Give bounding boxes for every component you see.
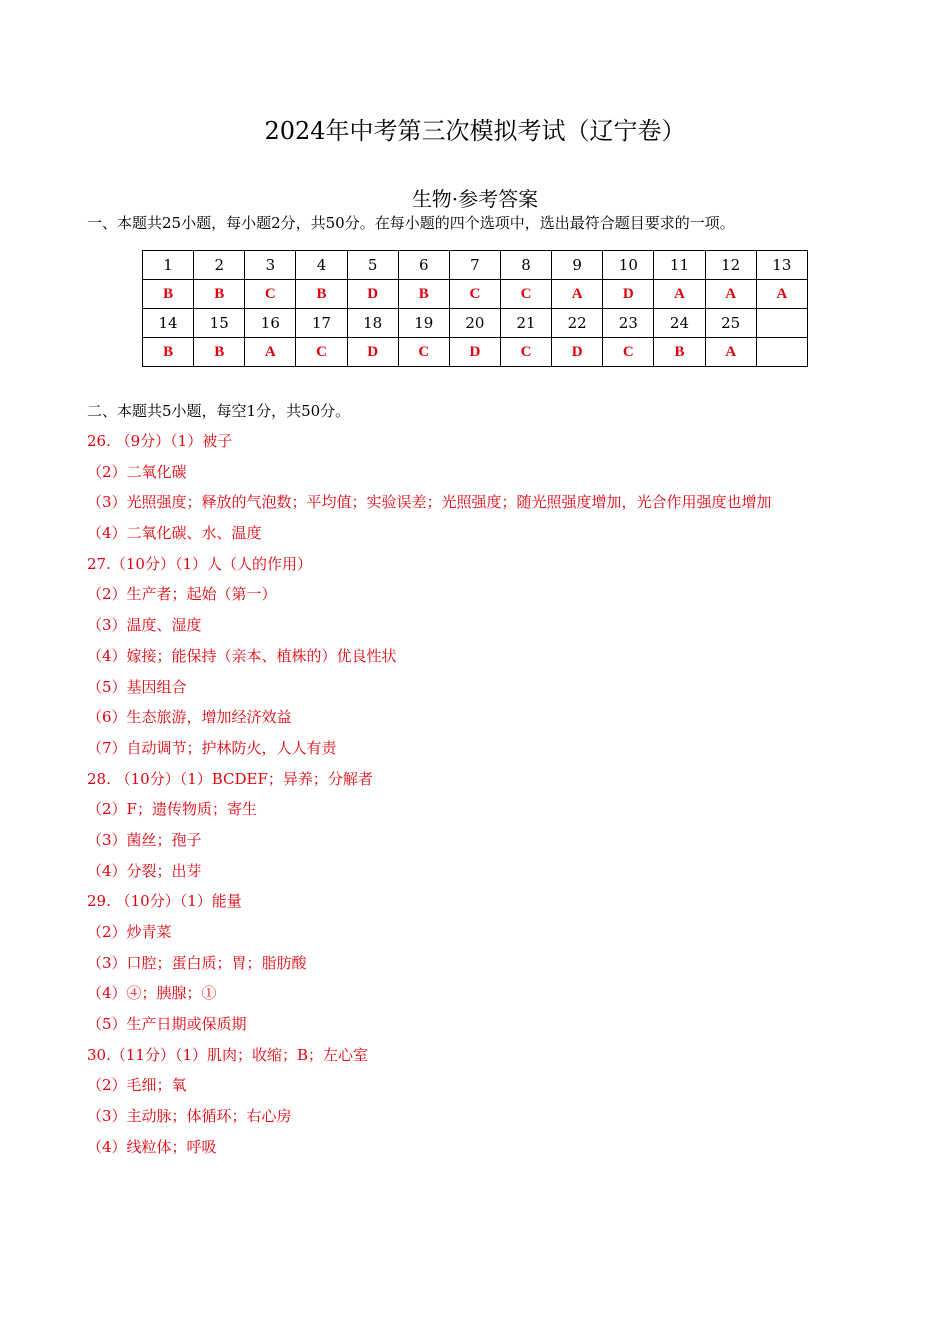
answer-cell: B	[143, 338, 194, 367]
question-number: 16	[245, 309, 296, 338]
list-item: 27.（10分）（1）人（人的作用）	[87, 554, 312, 573]
list-item: （3）温度、湿度	[87, 616, 202, 635]
question-number: 24	[654, 309, 705, 338]
answer-cell: D	[603, 280, 654, 309]
answer-cell: B	[194, 338, 245, 367]
list-item: （5）基因组合	[87, 677, 187, 696]
list-item: 30.（11分）（1）肌肉；收缩；B；左心室	[87, 1045, 369, 1064]
list-item: （5）生产日期或保质期	[87, 1015, 247, 1034]
list-item: （4）线粒体；呼吸	[87, 1137, 217, 1156]
list-item: （4）嫁接；能保持（亲本、植株的）优良性状	[87, 646, 397, 665]
question-number: 14	[143, 309, 194, 338]
list-item: （4）二氧化碳、水、温度	[87, 524, 262, 543]
list-item: （4）④；胰腺；①	[87, 984, 217, 1003]
table-row-numbers	[143, 251, 808, 280]
section-2-heading: 二、本题共5小题，每空1分，共50分。	[87, 402, 351, 420]
answer-table	[142, 250, 808, 367]
question-number: 4	[296, 251, 347, 280]
list-item: （2）F；遗传物质；寄生	[87, 800, 257, 819]
question-number: 13	[756, 251, 807, 280]
question-number	[756, 309, 807, 338]
list-item: 26. （9分）（1）被子	[87, 432, 233, 450]
answer-cell: B	[194, 280, 245, 309]
question-number: 5	[347, 251, 398, 280]
question-number: 20	[449, 309, 500, 338]
answer-cell: C	[245, 280, 296, 309]
answer-cell: C	[603, 338, 654, 367]
answer-cell: D	[347, 338, 398, 367]
list-item: 28. （10分）（1）BCDEF；异养；分解者	[87, 769, 373, 788]
question-number: 12	[705, 251, 756, 280]
list-item: （2）生产者；起始（第一）	[87, 585, 277, 604]
list-item: （3）光照强度；释放的气泡数；平均值；实验误差；光照强度；随光照强度增加，光合作用强度也增加	[87, 493, 772, 512]
question-number: 25	[705, 309, 756, 338]
answer-cell: B	[654, 338, 705, 367]
answer-cell: A	[654, 280, 705, 309]
question-number: 18	[347, 309, 398, 338]
answer-cell: C	[500, 338, 551, 367]
question-number: 10	[603, 251, 654, 280]
answer-cell: C	[449, 280, 500, 309]
answer-cell: C	[500, 280, 551, 309]
list-item: （2）毛细；氧	[87, 1076, 187, 1095]
answer-cell: C	[296, 338, 347, 367]
question-number: 22	[552, 309, 603, 338]
table-row-answers	[143, 280, 808, 309]
table-row-answers	[143, 338, 808, 367]
question-number: 21	[500, 309, 551, 338]
question-number: 3	[245, 251, 296, 280]
answer-cell: B	[296, 280, 347, 309]
question-number: 9	[552, 251, 603, 280]
answer-list	[87, 430, 917, 1167]
section-1-heading: 一、本题共25小题，每小题2分，共50分。在每小题的四个选项中，选出最符合题目要求的一项。	[87, 214, 735, 232]
list-item: （2）二氧化碳	[87, 462, 187, 481]
answer-cell: B	[143, 280, 194, 309]
question-number: 15	[194, 309, 245, 338]
question-number: 8	[500, 251, 551, 280]
question-number: 19	[398, 309, 449, 338]
question-number: 11	[654, 251, 705, 280]
question-number: 23	[603, 309, 654, 338]
answer-cell	[756, 338, 807, 367]
answer-cell: B	[398, 280, 449, 309]
question-number: 2	[194, 251, 245, 280]
answer-cell: C	[398, 338, 449, 367]
page-title: 2024年中考第三次模拟考试（辽宁卷）	[264, 117, 686, 145]
answer-cell: D	[449, 338, 500, 367]
list-item: 29. （10分）（1）能量	[87, 892, 242, 911]
list-item: （4）分裂；出芽	[87, 861, 202, 880]
answer-cell: A	[552, 280, 603, 309]
list-item: （7）自动调节；护林防火，人人有责	[87, 738, 337, 757]
answer-key-subtitle: 生物·参考答案	[411, 187, 539, 211]
question-number: 1	[143, 251, 194, 280]
answer-cell: D	[552, 338, 603, 367]
list-item: （3）主动脉；体循环；右心房	[87, 1107, 292, 1126]
answer-cell: A	[705, 280, 756, 309]
answer-cell: A	[756, 280, 807, 309]
question-number: 6	[398, 251, 449, 280]
answer-cell: A	[245, 338, 296, 367]
table-row-numbers	[143, 309, 808, 338]
list-item: （3）口腔；蛋白质；胃；脂肪酸	[87, 953, 307, 972]
answer-cell: A	[705, 338, 756, 367]
list-item: （3）菌丝；孢子	[87, 830, 202, 849]
list-item: （6）生态旅游，增加经济效益	[87, 708, 292, 727]
list-item: （2）炒青菜	[87, 923, 172, 941]
answer-cell: D	[347, 280, 398, 309]
question-number: 17	[296, 309, 347, 338]
question-number: 7	[449, 251, 500, 280]
